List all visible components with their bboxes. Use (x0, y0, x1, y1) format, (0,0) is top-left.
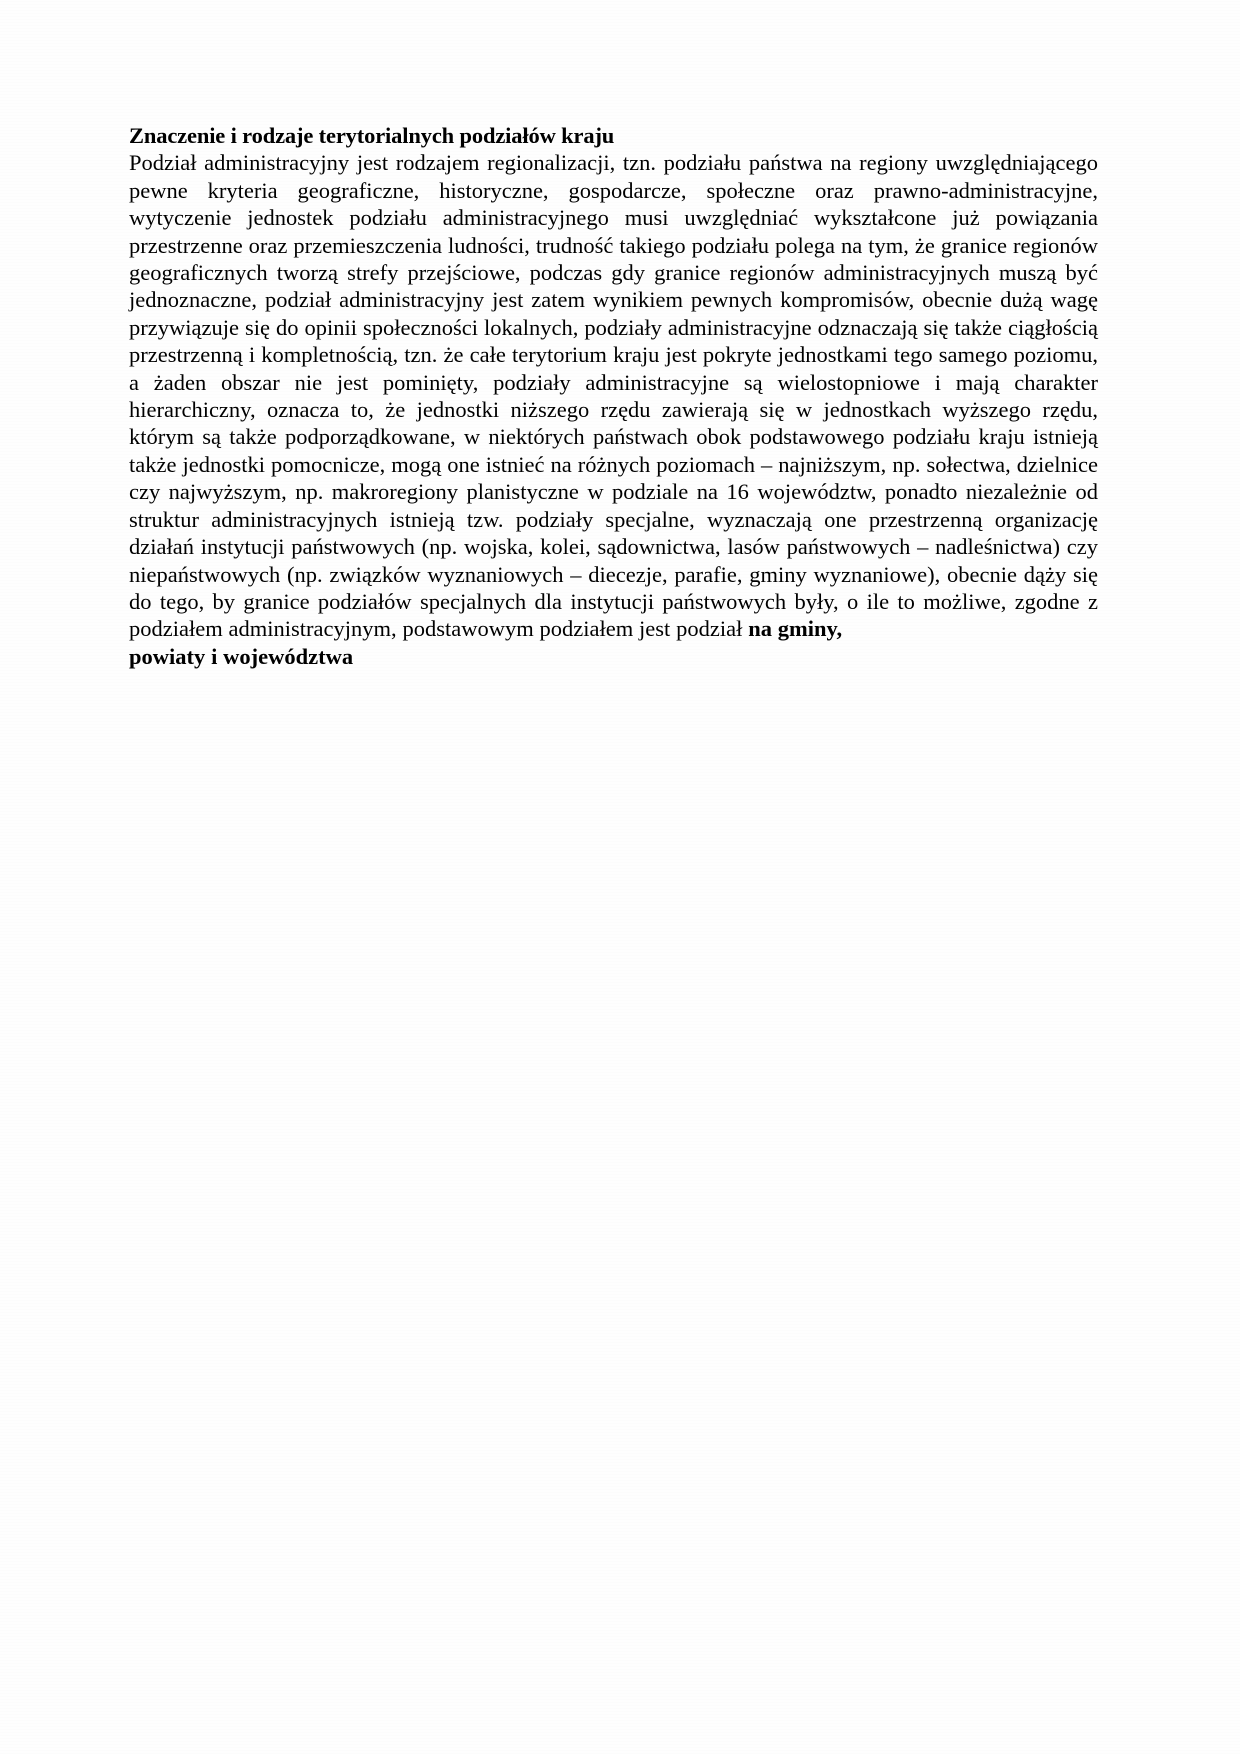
paragraph-lead-text: Podział administracyjny jest rodzajem regionalizacji, tzn. podziału państwa na regiony uwzględniającego pewne kryteria geograficzne, historyczne, gospodarcze, społeczne oraz prawno-administracyjne, wytyczenie jednostek podziału administracyjnego musi uwzględniać wykształcone już powiązania przestrzenne oraz przemieszczenia ludności, trudność takiego podziału polega na tym, że granice regionów geograficznych tworzą strefy przejściowe, podczas gdy granice regionów administracyjnych muszą być jednoznaczne, podział administracyjny jest zatem wynikiem pewnych kompromisów, obecnie dużą wagę przywiązuje się do opinii społeczności lokalnych, podziały administracyjne odznaczają się także ciągłością przestrzenną i kompletnością, tzn. że całe terytorium kraju jest pokryte jednostkami tego samego poziomu, a żaden obszar nie jest pominięty, podziały administracyjne są wielostopniowe i mają charakter hierarchiczny, oznacza to, że jednostki niższego rzędu zawierają się w jednostkach wyższego rzędu, którym są także podporządkowane, w niektórych państwach obok podstawowego podziału kraju istnieją także jednostki pomocnicze, mogą one istnieć na różnych poziomach – najniższym, np. sołectwa, dzielnice czy najwyższym, np. makroregiony planistyczne w podziale na 16 województw, ponadto niezależnie od struktur administracyjnych istnieją tzw. podziały specjalne, wyznaczają one przestrzenną organizację działań instytucji państwowych (np. wojska, kolei, sądownictwa, lasów państwowych – nadleśnictwa) czy niepaństwowych (np. związków wyznaniowych – diecezje, parafie, gminy wyznaniowe), obecnie dąży się do tego, by granice podziałów specjalnych dla instytucji państwowych były, o ile to możliwe, zgodne z podziałem administracyjnym, podstawowym podziałem jest podział (129, 150, 1098, 642)
paragraph-bold-inline: na gminy, (748, 616, 843, 642)
paragraph-bold-tail: powiaty i województwa (129, 643, 354, 669)
page-title: Znaczenie i rodzaje terytorialnych podziałów kraju (129, 123, 615, 148)
body-paragraph (129, 149, 1098, 670)
document-text-block (129, 122, 1098, 670)
